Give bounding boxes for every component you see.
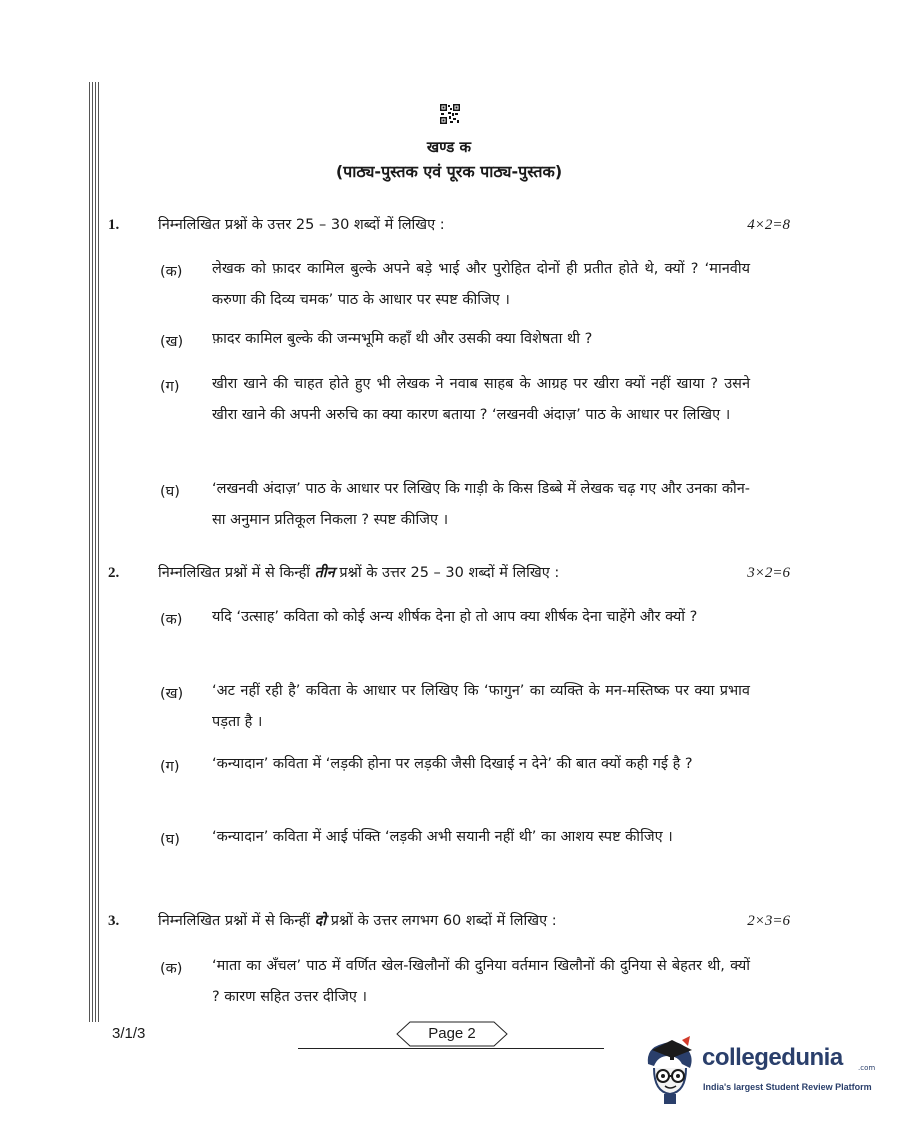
- margin-rule: [89, 82, 90, 1022]
- part-text: ‘माता का अँचल’ पाठ में वर्णित खेल-खिलौनों की दुनिया वर्तमान खिलौनों की दुनिया से बेहतर थी, क्यों ? कारण सहित उत्तर दीजिए ।: [212, 958, 750, 1005]
- section-title: खण्ड क: [426, 138, 472, 156]
- part-text: यदि ‘उत्साह’ कविता को कोई अन्य शीर्षक देना हो तो आप क्या शीर्षक देना चाहेंगे और क्यों ?: [212, 609, 698, 625]
- part-label: (घ): [160, 832, 180, 848]
- part-label: (घ): [160, 484, 180, 500]
- question-number: 1.: [108, 217, 120, 233]
- question-text-before: निम्नलिखित प्रश्नों में से किन्हीं: [158, 913, 311, 929]
- margin-rule: [95, 82, 96, 1022]
- collegedunia-domain: .com: [858, 1064, 876, 1072]
- part-text: ‘कन्यादान’ कविता में आई पंक्ति ‘लड़की अभी सयानी नहीं थी’ का आशय स्पष्ट कीजिए ।: [212, 829, 673, 845]
- question-text: [158, 910, 557, 930]
- part-text: ‘अट नहीं रही है’ कविता के आधार पर लिखिए कि ‘फागुन’ का व्यक्ति के मन-मस्तिष्क पर क्या प्रभाव पड़ता है ।: [212, 683, 750, 730]
- part-label: (क): [160, 961, 183, 977]
- part-text: लेखक को फ़ादर कामिल बुल्के अपने बड़े भाई और पुरोहित दोनों ही प्रतीत होते थे, क्यों ? ‘मानवीय करुणा की दिव्य चमक’ पाठ के आधार पर स्पष्ट कीजिए ।: [212, 261, 750, 308]
- qr-code-icon: [440, 104, 460, 124]
- question-text-after: प्रश्नों के उत्तर लगभग 60 शब्दों में लिखिए :: [330, 913, 557, 929]
- margin-rule: [98, 82, 99, 1022]
- question-emphasis: तीन: [314, 565, 335, 581]
- part-text: ‘कन्यादान’ कविता में ‘लड़की होना पर लड़की जैसी दिखाई न देने’ की बात क्यों कही गई है ?: [212, 756, 693, 772]
- question-number: 3.: [108, 913, 120, 929]
- paper-code: 3/1/3: [112, 1025, 146, 1042]
- question-marks: 3×2=6: [747, 565, 790, 581]
- part-label: (ग): [160, 379, 180, 395]
- page-number: Page 2: [428, 1025, 476, 1042]
- collegedunia-tagline: India's largest Student Review Platform: [703, 1082, 872, 1092]
- part-label: (ख): [160, 686, 184, 702]
- question-emphasis: दो: [314, 913, 327, 929]
- section-subtitle: (पाठ्य-पुस्तक एवं पूरक पाठ्य-पुस्तक): [335, 162, 563, 181]
- question-text-after: प्रश्नों के उत्तर 25 – 30 शब्दों में लिखिए :: [339, 565, 560, 581]
- question-text: निम्नलिखित प्रश्नों के उत्तर 25 – 30 शब्दों में लिखिए :: [158, 217, 445, 233]
- question-text: [158, 562, 559, 582]
- question-number: 2.: [108, 565, 120, 581]
- part-label: (क): [160, 612, 183, 628]
- part-label: (ख): [160, 334, 184, 350]
- part-text: खीरा खाने की चाहत होते हुए भी लेखक ने नवाब साहब के आग्रह पर खीरा क्यों नहीं खाया ? उसने खीरा खाने की अपनी अरुचि का क्या कारण बताया ? ‘लखनवी अंदाज़’ पाठ के आधार पर लिखिए ।: [212, 376, 750, 423]
- collegedunia-wordmark: collegedunia: [702, 1044, 843, 1071]
- question-text-before: निम्नलिखित प्रश्नों में से किन्हीं: [158, 565, 311, 581]
- footer-rule: [298, 1048, 604, 1049]
- part-text: ‘लखनवी अंदाज़’ पाठ के आधार पर लिखिए कि गाड़ी के किस डिब्बे में लेखक चढ़ गए और उनका कौन-सा अनुमान प्रतिकूल निकला ? स्पष्ट कीजिए ।: [212, 481, 750, 528]
- part-text: फ़ादर कामिल बुल्के की जन्मभूमि कहाँ थी और उसकी क्या विशेषता थी ?: [212, 331, 593, 347]
- question-marks: 4×2=8: [747, 217, 790, 233]
- part-label: (क): [160, 264, 183, 280]
- collegedunia-logo-icon: [638, 1034, 700, 1106]
- margin-rule: [92, 82, 93, 1022]
- question-marks: 2×3=6: [747, 913, 790, 929]
- part-label: (ग): [160, 759, 180, 775]
